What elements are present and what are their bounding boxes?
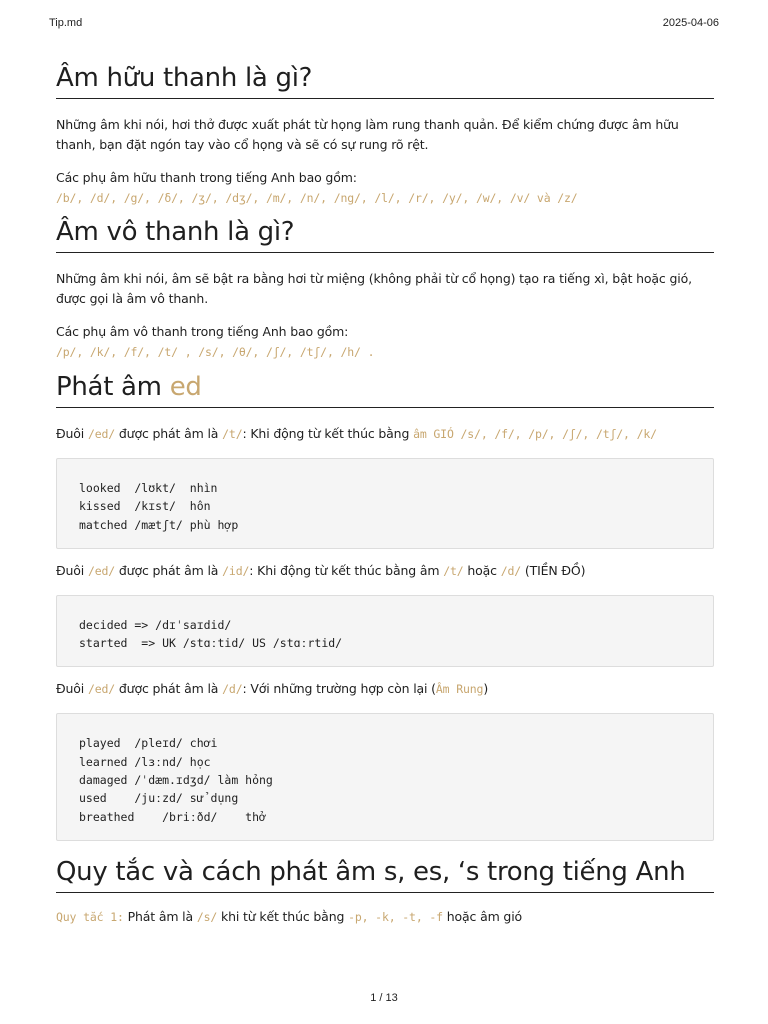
text: hoặc âm gió <box>442 908 523 924</box>
text: Đuôi <box>56 426 88 441</box>
ed-rule-d <box>56 679 714 699</box>
code-line: breathed /briːðd/ thở <box>79 809 266 824</box>
code-line: played /pleɪd/ chơi <box>79 736 218 751</box>
voiceless-consonants-code: /p/, /k/, /f/, /t/ , /s/, /θ/, /ʃ/, /tʃ/, /h/ . <box>56 345 375 359</box>
code-line: kissed /kɪst/ hôn <box>79 499 211 514</box>
page-number: 1 / 13 <box>370 992 398 1004</box>
heading-ed-text: Phát âm <box>56 372 170 402</box>
header-filename: Tip.md <box>49 17 83 29</box>
voiceless-list <box>56 342 714 362</box>
inline-code: Âm Rung <box>435 682 484 697</box>
inline-code: âm GIÓ /s/, /f/, /p/, /ʃ/, /tʃ/, /k/ <box>413 427 657 441</box>
ed-rule-id <box>56 561 714 581</box>
text: được phát âm là <box>115 681 223 697</box>
inline-code: /ed/ <box>87 563 116 578</box>
heading-voiced: Âm hữu thanh là gì? <box>56 62 714 99</box>
code-line: learned /lɜːnd/ học <box>79 754 211 769</box>
code-line: looked /lʊkt/ nhìn <box>79 481 218 495</box>
voiced-list <box>56 188 714 208</box>
code-block-id <box>56 595 714 668</box>
voiceless-description: Những âm khi nói, âm sẽ bật ra bằng hơi từ miệng (không phải từ cổ họng) tạo ra tiếng xì, bật hoặc gió, được gọi là âm vô thanh. <box>56 271 692 306</box>
voiceless-list-label: Các phụ âm vô thanh trong tiếng Anh bao gồm: <box>56 324 349 339</box>
ed-rule-t <box>56 424 714 444</box>
heading-voiceless: Âm vô thanh là gì? <box>56 216 714 253</box>
inline-code: /ed/ <box>87 682 116 697</box>
text: (TIỀN ĐỒ) <box>521 562 586 578</box>
inline-code: /t/ <box>443 563 464 578</box>
voiced-consonants-code: /b/, /d/, /g/, /δ/, /ʒ/, /dʒ/, /m/, /n/, /ng/, /l/, /r/, /y/, /w/, /v/ và /z/ <box>56 191 578 205</box>
document-body <box>56 62 714 927</box>
text: Đuôi <box>56 681 88 697</box>
text: được phát âm là <box>115 562 223 578</box>
code-block-d <box>56 713 714 840</box>
text: khi từ kết thúc bằng <box>217 908 349 924</box>
text: ) <box>483 681 489 697</box>
inline-code: -p, -k, -t, -f <box>348 909 443 924</box>
heading-ed-code: ed <box>169 372 202 402</box>
heading-s-es: Quy tắc và cách phát âm s, es, ‘s trong tiếng Anh <box>56 856 714 893</box>
code-block-t <box>56 458 714 549</box>
code-line: used /juːzd/ sử dụng <box>79 791 239 806</box>
code-line: damaged /ˈdæm.ɪdʒd/ làm hỏng <box>79 773 273 788</box>
s-rule-1 <box>56 907 714 927</box>
heading-ed <box>56 371 714 408</box>
text: được phát âm là <box>115 426 223 441</box>
header-date: 2025-04-06 <box>662 17 719 29</box>
inline-code: /id/ <box>222 563 250 578</box>
text: hoặc <box>463 562 501 578</box>
text: Phát âm là <box>123 908 197 924</box>
inline-code: /t/ <box>222 427 243 441</box>
code-line: matched /mætʃt/ phù hợp <box>79 517 239 532</box>
voiced-list-label: Các phụ âm hữu thanh trong tiếng Anh bao gồm: <box>56 170 357 185</box>
inline-code: Quy tắc 1: <box>56 909 124 924</box>
inline-code: /d/ <box>222 682 243 697</box>
code-line: decided => /dɪˈsaɪdid/ <box>79 617 232 632</box>
text: Đuôi <box>56 562 88 578</box>
code-line: started => UK /stɑːtid/ US /stɑːrtid/ <box>79 636 343 651</box>
inline-code: /d/ <box>500 563 522 578</box>
text: : Với những trường hợp còn lại ( <box>242 681 436 697</box>
text: : Khi động từ kết thúc bằng <box>242 426 414 441</box>
text: : Khi động từ kết thúc bằng âm <box>249 562 444 578</box>
inline-code: /ed/ <box>87 427 116 441</box>
voiced-description: Những âm khi nói, hơi thở được xuất phát từ họng làm rung thanh quản. Để kiểm chứng được âm hữu thanh, bạn đặt ngón tay vào cổ họng và sẽ có sự rung rõ rệt. <box>56 117 679 152</box>
inline-code: /s/ <box>196 909 218 924</box>
